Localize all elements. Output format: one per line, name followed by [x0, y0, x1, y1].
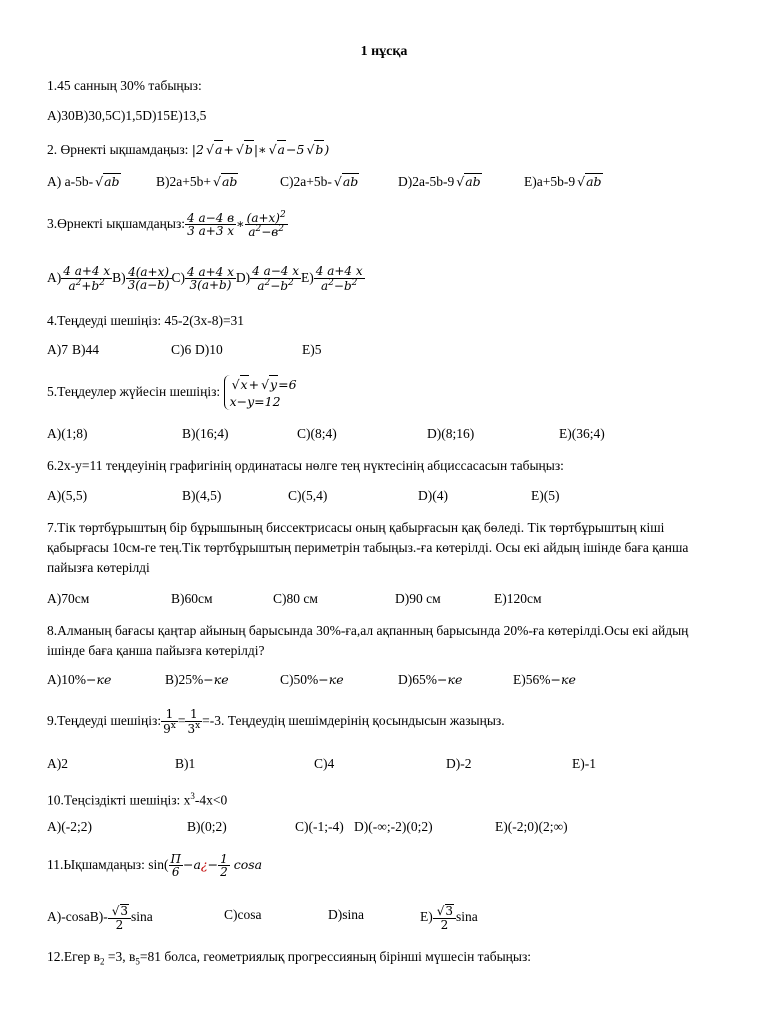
q9-option-d: D)-2 [446, 756, 472, 771]
q8-option-c: C)50%−ке [280, 672, 344, 687]
q4-option-e: E)5 [302, 342, 322, 357]
question-8: 8.Алманың бағасы қаңтар айының барысында 30%-ға,ал ақпанның барысында 20%-ға көтерілді.Осы екі айдың ішінде баға қанша пайызға көтерілді? [47, 623, 689, 658]
q5-option-b: B)(16;4) [182, 426, 229, 441]
question-11-options: А)-cosaB)- √ $\frac{3}{2}$ sina [47, 897, 153, 937]
question-6: 6.2х-у=11 теңдеуінің графигінің ординатасы нөлге тең нүктесінің абциссасасын табыңыз: [47, 458, 564, 473]
q2-option-e: E)a+5b-9√ ab [524, 173, 603, 190]
q10-option-c: C)(-1;-4) [295, 819, 344, 834]
q5-option-e: E)(36;4) [559, 426, 605, 441]
q1-option-d: D)15 [142, 108, 170, 123]
q6-option-d: D)(4) [418, 488, 448, 503]
q11-option-e: E) √ $\frac{3}{2}$ sina [420, 897, 478, 937]
q10-option-d: D)(-∞;-2)(0;2) [354, 819, 433, 834]
question-12: 12.Егер $в_2 =3$, $в_5=81$ болса, геометриялық прогрессияның бірінші мүшесін табыңыз: [47, 949, 532, 967]
q8-option-a: А)10%−ке [47, 672, 112, 687]
q6-option-a: А)(5,5) [47, 488, 88, 503]
question-10-options [0, 819, 768, 839]
q9-option-a: А)2 [47, 756, 68, 771]
q9-fraction-1: $\frac{1}{9^x}$ [163, 707, 176, 736]
q3-option-b: B) [112, 270, 126, 285]
q5-option-c: C)(8;4) [297, 426, 337, 441]
question-2-options [0, 173, 768, 193]
q8-option-b: B)25%−ке [165, 672, 229, 687]
q3-fraction-1: $\frac{4 a-4 в}{3 a+3 x}$ [187, 210, 235, 239]
question-4: 4.Теңдеуді шешіңіз: 45-2(3x-8)=31 [47, 313, 245, 328]
q10-option-a: А)(-2;2) [47, 819, 92, 834]
q1-option-e: E)13,5 [170, 108, 207, 123]
q2-expression: |2√ a+√ b|∗√ a−5√ b) [192, 142, 330, 157]
q3-option-c: C) [171, 270, 186, 285]
q7-option-d: D)90 см [395, 591, 441, 606]
q4-option-c: C)6 [171, 342, 192, 357]
question-11: 11.Ықшамдаңыз: sin( $\frac{\Pi}{6}$ −a¿− $\frac{1}{2}$ cosa [47, 851, 263, 880]
q9-option-c: C)4 [314, 756, 335, 771]
q1-option-c: C)1,5 [111, 108, 143, 123]
q9-fraction-2: $\frac{1}{3^x}$ [187, 707, 201, 736]
q7-option-c: C)80 см [273, 591, 318, 606]
question-7-options [0, 591, 768, 611]
q6-option-b: B)(4,5) [182, 488, 222, 503]
q5-equation-system: √ x+√ y=6 x−y=12 [224, 375, 297, 410]
question-8-options [0, 672, 768, 692]
q2-option-d: D)2a-5b-9√ ab [398, 173, 482, 190]
question-5 [47, 372, 297, 412]
q10-text: 10.Теңсіздікті шешіңіз: x [47, 792, 191, 808]
q3-text: 3.Өрнекті ықшамдаңыз: [47, 216, 186, 231]
q7-option-e: E)120см [494, 591, 542, 606]
q8-option-d: D)65%−ке [398, 672, 463, 687]
q6-option-e: E)(5) [531, 488, 560, 503]
q11-option-c: C)cosa [224, 907, 262, 922]
q5-option-a: А)(1;8) [47, 426, 88, 441]
q10-text-after: -4x<0 [194, 792, 228, 808]
q1-option-b: B)30,5 [74, 108, 112, 123]
q9-text: 9.Теңдеуді шешіңіз: [47, 713, 162, 728]
question-2 [47, 140, 329, 159]
q10-option-b: B)(0;2) [187, 819, 227, 834]
q7-option-b: B)60см [171, 591, 213, 606]
q4-option-b: B)44 [72, 342, 99, 357]
q7-option-a: А)70см [47, 591, 90, 606]
q5-option-d: D)(8;16) [427, 426, 475, 441]
question-6-options [0, 488, 768, 508]
q9-option-e: E)-1 [572, 756, 596, 771]
question-10: 10.Теңсіздікті шешіңіз: $x^3-4x<0$ [47, 791, 228, 808]
q1-option-a: А)30 [47, 108, 75, 123]
q3-option-d: D) [235, 270, 251, 285]
question-3-options: А) $\frac{4 a+4 x}{a^2+b^2}$ B) $\frac{4(a+x)}{3(a-b)}$ C) $\frac{4 a+4 x}{3(a+b)}$ D) $\frac{4 a-4 x}{a^2-b^2}$ E) $\frac{4 a+4 x}{a^2-b^2}$ [47, 264, 363, 293]
question-5-options [0, 426, 768, 446]
q11-option-d: D)sina [328, 907, 364, 922]
page-title: 1 нұсқа [360, 44, 408, 59]
q5-text: 5.Теңдеулер жүйесін шешіңіз: [47, 384, 221, 399]
question-1-options [47, 107, 206, 125]
question-11-options-right [0, 907, 768, 927]
q4-option-a: А)7 [47, 342, 68, 357]
question-4-options [0, 342, 768, 362]
q9-option-b: B)1 [175, 756, 196, 771]
question-3: 3.Өрнекті ықшамдаңыз: $\frac{4 a-4 в}{3 a+3 x}$ ∗ $\frac{(a+x)^2}{a^2-в^2}$ [47, 209, 286, 240]
q3-option-a: А) [47, 270, 62, 285]
question-9: 9.Теңдеуді шешіңіз: $\frac{1}{9^x}$ = $\frac{1}{3^x}$ =-3. Теңдеудің шешімдерінің қосындысын жазыңыз. [47, 707, 505, 736]
q12-text: 12.Егер в [47, 949, 100, 964]
q2-option-c: C)2a+5b-√ ab [280, 173, 359, 190]
question-9-options [0, 756, 768, 776]
q2-option-b: B)2a+5b+√ ab [156, 173, 238, 190]
question-1: 1.45 санның 30% табыңыз: [47, 78, 202, 93]
q11-option-a: А)-cosa [47, 909, 90, 924]
q2-option-a: А) a-5b-√ ab [47, 173, 121, 190]
q11-text: 11.Ықшамдаңыз: sin( [47, 857, 169, 872]
question-7: 7.Тік төртбұрыштың бір бұрышының биссектрисасы оның қабырғасын қақ бөледі. Тік төртбұрыштың кіші қабырғасы 10см-ге тең.Тік төртбұрыштың периметрін табыңыз.-ға көтерілді. Осы екі айдың ішінде баға қанша пайызға көтерілді [47, 520, 689, 575]
q8-option-e: E)56%−ке [513, 672, 576, 687]
q9-text-after: =-3. Теңдеудің шешімдерінің қосындысын жазыңыз. [202, 713, 505, 728]
q11-option-b: B)- [89, 909, 108, 924]
q3-fraction-2: $\frac{(a+x)^2}{a^2-в^2}$ [246, 209, 286, 240]
q4-option-d: D)10 [195, 342, 223, 357]
q3-option-e: E) [301, 270, 314, 285]
q10-option-e: E)(-2;0)(2;∞) [495, 819, 568, 834]
q2-text: 2. Өрнекті ықшамдаңыз: [47, 142, 189, 157]
q6-option-c: C)(5,4) [288, 488, 328, 503]
